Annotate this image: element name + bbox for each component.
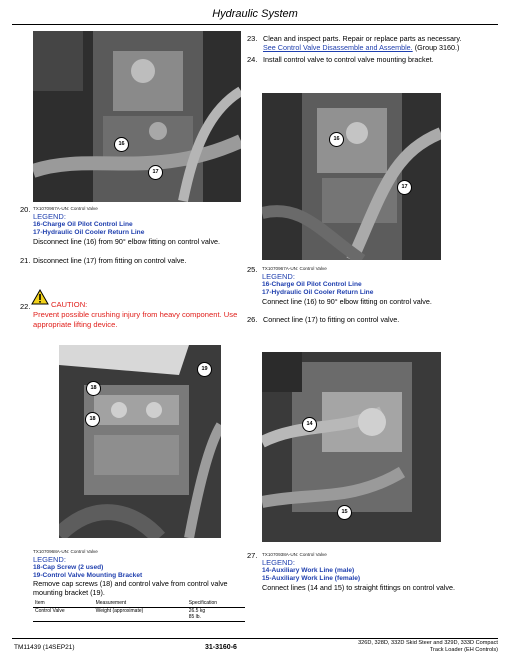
figure-caption: TX1070967A-UN: Control Valve — [33, 206, 98, 211]
caution-text: Prevent possible crushing injury from heavy component. Use appropriate lifting device. — [33, 310, 238, 329]
callout-16: 16 — [329, 132, 344, 147]
group-reference: (Group 3160.) — [414, 43, 460, 52]
step-number: 22. — [20, 302, 31, 311]
callout-17: 17 — [397, 180, 412, 195]
step-number: 26. — [247, 315, 258, 324]
callout-18: 18 — [85, 412, 100, 427]
step-number: 24. — [247, 55, 258, 64]
legend-block — [262, 272, 373, 297]
legend-item: 18-Cap Screw (2 used) — [33, 564, 104, 571]
spec-header-item: Item — [33, 600, 94, 607]
legend-heading: LEGEND: — [262, 272, 295, 281]
page-title: Hydraulic System — [212, 8, 298, 20]
spec-value — [187, 607, 245, 621]
footer-doc-id: TM11439 (14SEP21) — [14, 644, 75, 651]
step-text: Disconnect line (16) from 90° elbow fitting on control valve. — [33, 237, 221, 246]
callout-18: 18 — [86, 381, 101, 396]
step-text — [263, 34, 503, 52]
legend-item: 17-Hydraulic Oil Cooler Return Line — [262, 289, 374, 296]
legend-item: 15-Auxiliary Work Line (female) — [262, 575, 361, 582]
figure-caption: TX1070968A-UN: Control Valve — [33, 549, 98, 554]
control-valve-photo-1 — [33, 31, 241, 202]
disassemble-assemble-link[interactable]: See Control Valve Disassemble and Assemble. — [263, 43, 413, 52]
step-text: Connect line (16) to 90° elbow fitting on control valve. — [262, 297, 432, 306]
step-number: 25. — [247, 265, 258, 274]
spec-header-measurement: Measurement — [94, 600, 187, 607]
legend-heading: LEGEND: — [262, 558, 295, 567]
footer-model-line-1: 326D, 328D, 332D Skid Steer and 329D, 333D Compact — [358, 640, 498, 646]
legend-heading: LEGEND: — [33, 555, 66, 564]
legend-item: 16-Charge Oil Pilot Control Line — [262, 281, 362, 288]
figure-caption: TX1070938A-UN: Control Valve — [262, 552, 327, 557]
spec-value-metric: 26.5 kg — [188, 607, 206, 614]
step-text: Remove cap screws (18) and control valve from control valve mounting bracket (19). — [33, 579, 228, 597]
legend-item: 16-Charge Oil Pilot Control Line — [33, 221, 133, 228]
callout-16: 16 — [114, 137, 129, 152]
step-text-main: Clean and inspect parts. Repair or replace parts as necessary. — [263, 34, 462, 43]
spec-table — [33, 600, 245, 622]
step-text: Install control valve to control valve mounting bracket. — [263, 55, 434, 64]
legend-item: 19-Control Valve Mounting Bracket — [33, 572, 143, 579]
header-rule — [12, 24, 498, 25]
callout-15: 15 — [337, 505, 352, 520]
spec-header-specification: Specification — [187, 600, 245, 607]
step-text: Disconnect line (17) from fitting on control valve. — [33, 256, 187, 265]
legend-item: 17-Hydraulic Oil Cooler Return Line — [33, 229, 145, 236]
callout-17: 17 — [148, 165, 163, 180]
legend-item: 14-Auxiliary Work Line (male) — [262, 567, 355, 574]
step-text: Connect line (17) to fitting on control valve. — [263, 315, 400, 324]
step-text: Connect lines (14 and 15) to straight fittings on control valve. — [262, 583, 455, 592]
step-number: 27. — [247, 551, 258, 560]
footer-model-info — [290, 640, 498, 654]
spec-measurement: Weight (approximate) — [94, 607, 187, 621]
footer-model-line-2: Track Loader (EH Controls) — [429, 647, 498, 653]
control-valve-photo-2 — [59, 345, 221, 538]
legend-heading: LEGEND: — [33, 212, 66, 221]
spec-value-imperial: 85 lb. — [188, 614, 201, 620]
step-number: 23. — [247, 34, 258, 43]
caution-icon — [31, 289, 49, 310]
footer-page-number: 31-3160-6 — [205, 644, 237, 651]
figure-caption: TX1070967A-UN: Control Valve — [262, 266, 327, 271]
control-valve-photo-3 — [262, 93, 441, 260]
footer-rule — [12, 638, 498, 639]
table-row — [33, 607, 245, 621]
step-number: 20. — [20, 205, 31, 214]
caution-label: CAUTION: — [51, 300, 88, 309]
callout-19: 19 — [197, 362, 212, 377]
legend-block — [33, 212, 144, 237]
legend-block — [262, 558, 360, 583]
legend-block — [33, 555, 142, 580]
callout-14: 14 — [302, 417, 317, 432]
step-number: 21. — [20, 256, 31, 265]
spec-item: Control Valve — [33, 607, 94, 621]
